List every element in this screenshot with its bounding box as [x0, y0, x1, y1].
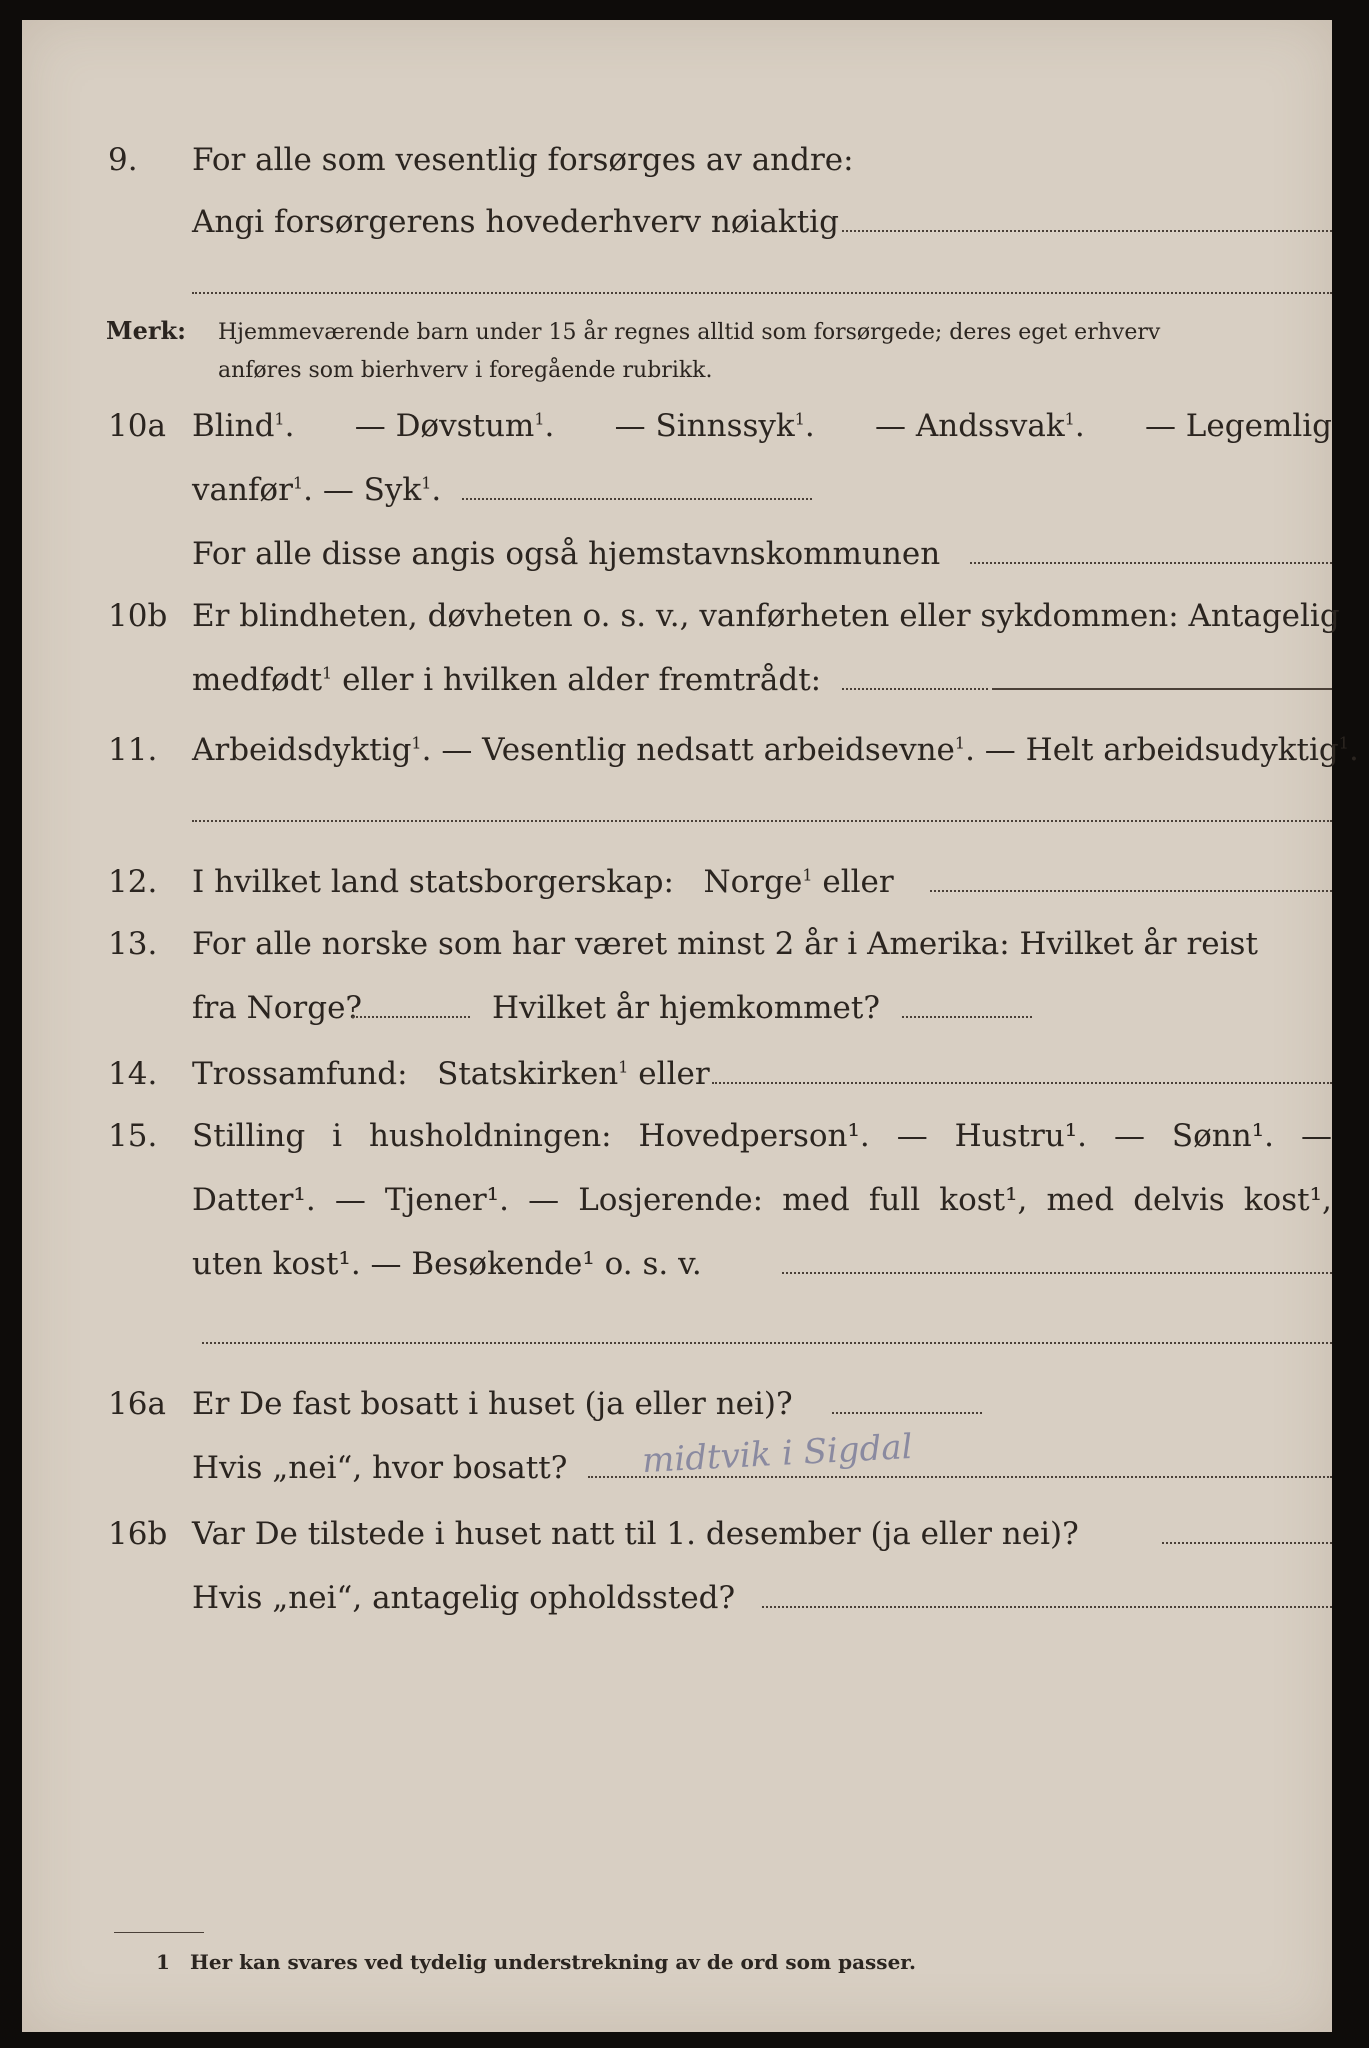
footnote-mark: 1 — [156, 1950, 170, 1974]
answer-line[interactable] — [832, 1412, 982, 1414]
question-number: 14. — [108, 1056, 158, 1092]
question-number: 10a — [108, 408, 166, 444]
question-number: 10b — [108, 598, 168, 634]
option-syk: — Syk — [322, 472, 422, 508]
question-number: 12. — [108, 864, 158, 900]
answer-line[interactable] — [462, 498, 812, 500]
option-sinnssyk: — Sinnssyk — [614, 408, 795, 444]
answer-line[interactable] — [352, 1016, 470, 1018]
option-legemlig: — Legemlig — [1144, 408, 1332, 444]
option-nedsatt: . — Vesentlig nedsatt arbeidsevne — [421, 732, 955, 768]
answer-line[interactable] — [1162, 1542, 1332, 1544]
question-text: Trossamfund: — [192, 1056, 408, 1092]
question-text: Blind$^1$. — Døvstum$^1$. — Sinnssyk$^1$. — Andssvak$^1$. — Legemlig — [192, 408, 1332, 444]
note-line-2: anføres som bierhverv i foregående rubrikk. — [218, 358, 713, 383]
question-number: 15. — [108, 1118, 158, 1154]
option-vanfor: vanfør — [192, 472, 293, 508]
answer-line[interactable] — [992, 688, 1332, 690]
answer-line[interactable] — [192, 820, 1332, 822]
question-number: 13. — [108, 926, 158, 962]
answer-line[interactable] — [842, 230, 1332, 232]
note-line-1: Hjemmeværende barn under 15 år regnes alltid som forsørgede; deres eget erhverv — [218, 320, 1161, 345]
question-text: Er De fast bosatt i huset (ja eller nei)? — [192, 1386, 793, 1422]
option-medfodt: medfødt — [192, 662, 323, 698]
question-text: For alle disse angis også hjemstavnskommunen — [192, 536, 941, 572]
question-number: 16a — [108, 1386, 166, 1422]
question-text: I hvilket land statsborgerskap: — [192, 864, 674, 900]
question-text: Stilling i husholdningen: Hovedperson¹. — Hustru¹. — Sønn¹. — — [192, 1118, 1332, 1154]
answer-line[interactable] — [842, 688, 988, 690]
option-sonn: Sønn¹. — [1171, 1118, 1275, 1154]
answer-line[interactable] — [930, 890, 1332, 892]
option-datter: Datter¹. — [192, 1182, 316, 1218]
answer-line[interactable] — [782, 1272, 1332, 1274]
option-norge: Norge — [703, 864, 803, 900]
footnote-text: Her kan svares ved tydelig understrekning av de ord som passer. — [190, 1950, 916, 1974]
option-dovstum: — Døvstum — [354, 408, 535, 444]
question-text: eller i hvilken alder fremtrådt: — [332, 662, 822, 698]
question-text: Datter¹. — Tjener¹. — Losjerende: med full kost¹, med delvis kost¹, — [192, 1182, 1332, 1218]
census-form-page: 9. For alle som vesentlig forsørges av andre: Angi forsørgerens hovederhverv nøiaktig Merk: Hjemmeværende barn under 15 år regnes alltid som forsørgede; deres eget erhverv anføres som bierhverv i foregående rubrikk. 10a Blind$^1$. — Døvstum$^1$. — Sinnssyk$^1$. — Andssvak$^1$. — Legemlig vanfør$^1$. — Syk$^1$. For alle disse angis også hjemstavnskommunen 10b Er blindheten, døvheten o. s. v., vanførheten eller sykdommen: Antagelig medfødt$^1$ eller i hvilken alder fremtrådt: 11. Arbeidsdyktig$^1$. — Vesentlig nedsatt arbeidsevne$^1$. — Helt arbeidsudyktig$^1$. 12. I hvilket land statsborgerskap: Norge$^1$ eller 13. For alle norske som har været minst 2 år i Amerika: Hvilket år reist fra Norge? Hvilket år hjemkommet? 14. Trossamfund: Statskirken$^1$ eller 15. Stilling i husholdningen: Hovedperson¹. — Hustru¹. — Sønn¹. — Datter¹. — Tjener¹. — Losjerende: med full kost¹, med delvis kost¹, uten kost¹. — Besøkende¹ o. s. v. 16a Er De fast bosatt i huset (ja eller nei)? Hvis „nei“, hvor bosatt? midtvik i Sigdal 16b Var De tilstede i huset natt til 1. desember (ja eller nei)? Hvis „nei“, antagelig opholdssted? 1 Her kan svares ved tydelig understrekning av de ord som passer. — [22, 20, 1332, 2032]
option-andssvak: — Andssvak — [875, 408, 1065, 444]
option-udyktig: . — Helt arbeidsudyktig — [965, 732, 1339, 768]
answer-line[interactable] — [192, 292, 1332, 294]
question-text: Angi forsørgerens hovederhverv nøiaktig — [192, 204, 839, 240]
question-text: For alle norske som har været minst 2 år i Amerika: Hvilket år reist — [192, 926, 1258, 962]
question-text: Er blindheten, døvheten o. s. v., vanførheten eller sykdommen: Antagelig — [192, 598, 1340, 634]
option-hovedperson: Hovedperson¹. — [638, 1118, 870, 1154]
option-tjener: Tjener¹. — [384, 1182, 509, 1218]
question-text: Hvilket år hjemkommet? — [492, 990, 880, 1026]
answer-line[interactable] — [970, 562, 1332, 564]
question-text: Var De tilstede i huset natt til 1. desember (ja eller nei)? — [192, 1516, 1079, 1552]
footnote-rule — [114, 1932, 204, 1933]
note-label: Merk: — [106, 316, 186, 345]
answer-line[interactable] — [902, 1016, 1032, 1018]
question-text: For alle som vesentlig forsørges av andre: — [192, 142, 854, 178]
option-arbeidsdyktig: Arbeidsdyktig — [192, 732, 412, 768]
handwritten-answer: midtvik i Sigdal — [641, 1426, 914, 1482]
question-text: Hvis „nei“, antagelig opholdssted? — [192, 1580, 736, 1616]
option-hustru: Hustru¹. — [954, 1118, 1088, 1154]
question-text: fra Norge? — [192, 990, 363, 1026]
option-blind: Blind — [192, 408, 275, 444]
option-statskirken: Statskirken — [437, 1056, 619, 1092]
answer-line[interactable] — [712, 1082, 1332, 1084]
question-number: 9. — [108, 142, 138, 178]
answer-line[interactable] — [202, 1342, 1332, 1344]
question-text: Hvis „nei“, hvor bosatt? — [192, 1450, 568, 1486]
question-text: uten kost¹. — Besøkende¹ o. s. v. — [192, 1246, 702, 1282]
answer-line[interactable] — [762, 1606, 1332, 1608]
question-number: 16b — [108, 1516, 168, 1552]
question-number: 11. — [108, 732, 158, 768]
